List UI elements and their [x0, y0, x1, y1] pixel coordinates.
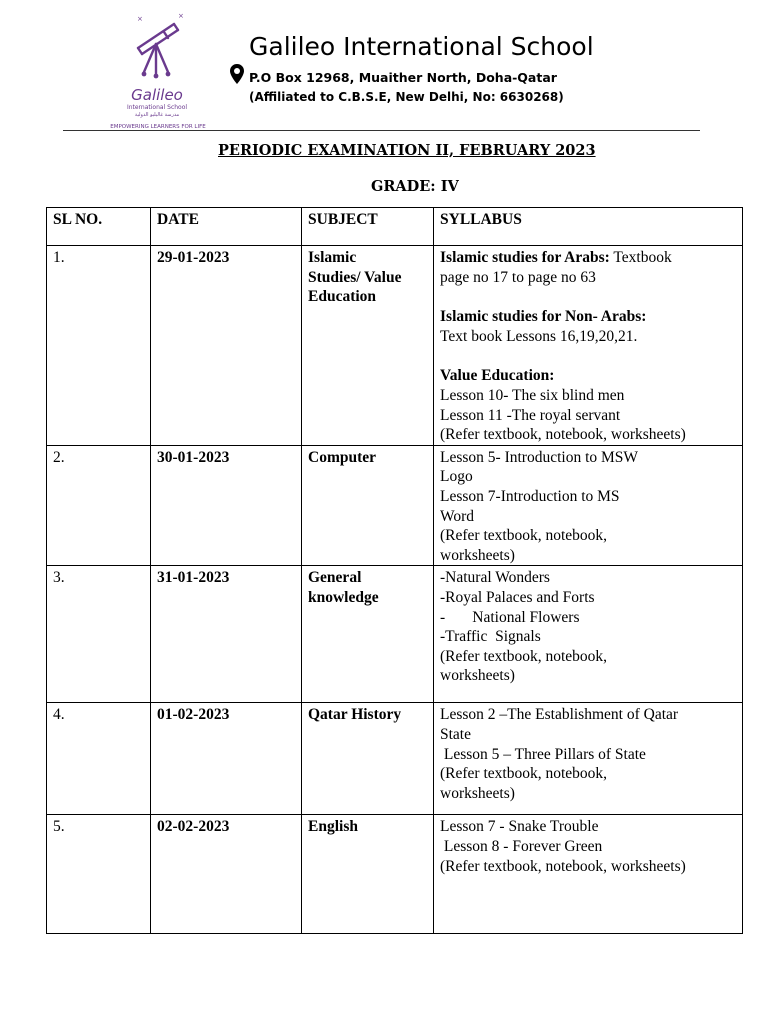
cell-sl-no: 1.	[47, 246, 151, 446]
cell-syllabus	[434, 445, 743, 566]
syllabus-spacer	[440, 287, 736, 307]
svg-text:×: ×	[178, 12, 184, 20]
table-row	[47, 566, 743, 703]
syllabus-line: Text book Lessons 16,19,20,21.	[440, 327, 638, 345]
table-header-row	[47, 208, 743, 246]
cell-date: 31-01-2023	[151, 566, 302, 703]
school-affiliation: (Affiliated to C.B.S.E, New Delhi, No: 6630268)	[249, 90, 564, 104]
syllabus-line: -Traffic Signals	[440, 628, 541, 646]
syllabus-line: (Refer textbook, notebook, worksheets)	[440, 857, 686, 875]
logo-brand-arabic: مدرسة غاليليو الدولية	[134, 112, 180, 118]
grade-label: GRADE: IV	[371, 178, 459, 195]
school-address: P.O Box 12968, Muaither North, Doha-Qatar	[249, 70, 557, 85]
cell-subject	[302, 566, 434, 703]
logo-brand-name: Galileo	[131, 86, 183, 104]
cell-syllabus	[434, 703, 743, 815]
subject-line: Islamic	[308, 249, 357, 266]
syllabus-line: Lesson 10- The six blind men	[440, 386, 625, 404]
cell-subject	[302, 445, 434, 566]
cell-syllabus	[434, 566, 743, 703]
syllabus-heading: Islamic studies for Arabs:	[440, 249, 610, 266]
exam-schedule-table	[46, 207, 743, 934]
syllabus-line: (Refer textbook, notebook,	[440, 647, 608, 665]
syllabus-line: worksheets)	[440, 667, 515, 685]
syllabus-line: Word	[440, 507, 475, 525]
cell-date: 29-01-2023	[151, 246, 302, 446]
subject-line: General	[308, 569, 362, 587]
telescope-icon	[120, 10, 190, 82]
syllabus-text: Textbook	[609, 249, 672, 266]
table-row	[47, 815, 743, 934]
subject-line: Qatar History	[308, 706, 402, 724]
svg-text:×: ×	[137, 15, 143, 23]
school-name: Galileo International School	[249, 32, 594, 61]
table-row	[47, 703, 743, 815]
cell-subject	[302, 815, 434, 934]
exam-title: PERIODIC EXAMINATION II, FEBRUARY 2023	[218, 142, 596, 159]
syllabus-line: Lesson 5 – Three Pillars of State	[440, 745, 646, 763]
syllabus-line: -Royal Palaces and Forts	[440, 588, 595, 606]
syllabus-line: (Refer textbook, notebook,	[440, 765, 608, 783]
syllabus-heading: Value Education:	[440, 367, 555, 385]
logo-brand-subtitle: International School	[126, 104, 188, 111]
subject-line: Computer	[308, 448, 377, 466]
column-header-subject: SUBJECT	[302, 208, 434, 246]
syllabus-line: - National Flowers	[440, 608, 580, 626]
cell-syllabus	[434, 815, 743, 934]
cell-sl-no: 4.	[47, 703, 151, 815]
syllabus-line: page no 17 to page no 63	[440, 268, 596, 286]
syllabus-heading: Islamic studies for Non- Arabs:	[440, 308, 647, 326]
syllabus-line: -Natural Wonders	[440, 569, 550, 587]
syllabus-spacer	[440, 346, 736, 366]
syllabus-line: Lesson 7-Introduction to MS	[440, 487, 620, 505]
cell-subject	[302, 703, 434, 815]
logo-tagline: EMPOWERING LEARNERS FOR LIFE	[110, 124, 206, 130]
header-divider	[63, 130, 700, 131]
location-pin-icon	[229, 63, 245, 85]
table-row	[47, 246, 743, 446]
syllabus-line: Lesson 5- Introduction to MSW	[440, 448, 639, 466]
syllabus-line: worksheets)	[440, 546, 515, 564]
syllabus-line: Logo	[440, 468, 473, 486]
cell-sl-no: 3.	[47, 566, 151, 703]
subject-line: Education	[308, 288, 377, 306]
syllabus-line: (Refer textbook, notebook,	[440, 527, 608, 545]
syllabus-line: State	[440, 725, 471, 743]
column-header-date: DATE	[151, 208, 302, 246]
column-header-sl-no: SL NO.	[47, 208, 151, 246]
cell-date: 02-02-2023	[151, 815, 302, 934]
cell-sl-no: 5.	[47, 815, 151, 934]
subject-line: Studies/ Value	[308, 268, 402, 286]
subject-line: knowledge	[308, 588, 379, 606]
syllabus-line: Lesson 7 - Snake Trouble	[440, 818, 599, 836]
column-header-syllabus: SYLLABUS	[434, 208, 743, 246]
cell-date: 30-01-2023	[151, 445, 302, 566]
cell-subject	[302, 246, 434, 446]
syllabus-line: worksheets)	[440, 784, 515, 802]
subject-line: English	[308, 818, 358, 836]
cell-sl-no: 2.	[47, 445, 151, 566]
syllabus-line	[440, 248, 736, 268]
syllabus-line: Lesson 8 - Forever Green	[440, 837, 603, 855]
syllabus-line: (Refer textbook, notebook, worksheets)	[440, 426, 686, 444]
school-logo	[98, 10, 216, 130]
table-row	[47, 445, 743, 566]
cell-date: 01-02-2023	[151, 703, 302, 815]
syllabus-line: Lesson 11 -The royal servant	[440, 406, 621, 424]
syllabus-line: Lesson 2 –The Establishment of Qatar	[440, 706, 679, 724]
cell-syllabus	[434, 246, 743, 446]
